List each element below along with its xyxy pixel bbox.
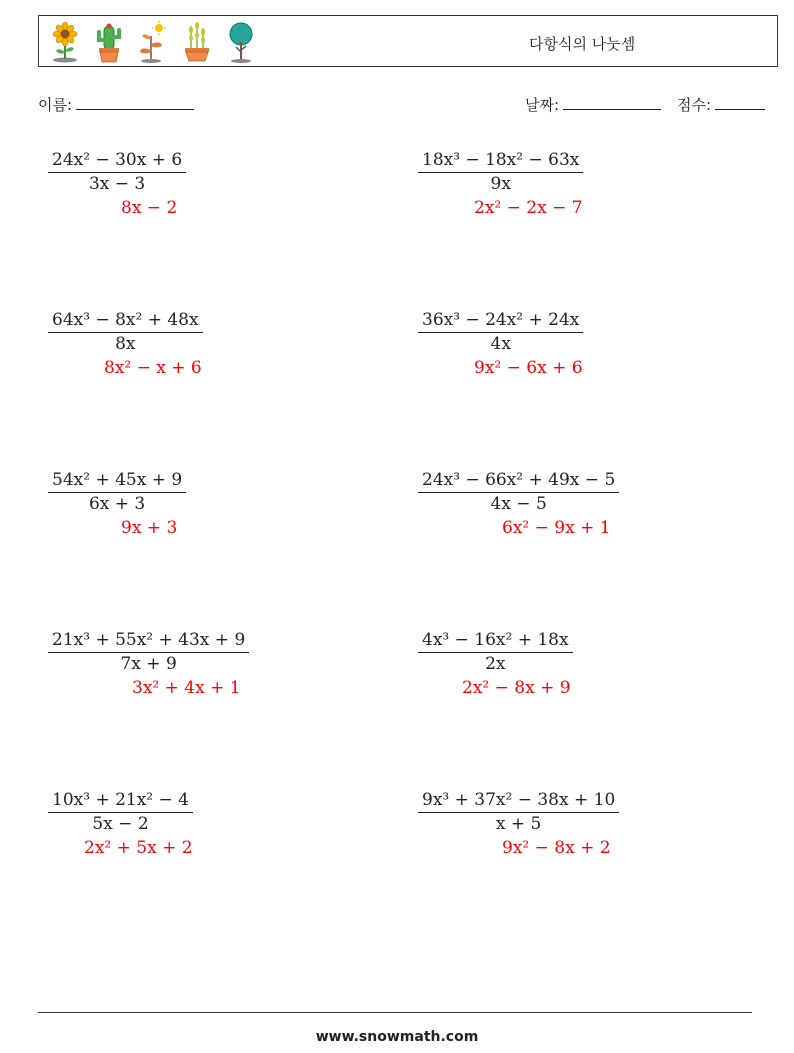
numerator: 54x² + 45x + 9 [52, 470, 183, 490]
numerator: 4x³ − 16x² + 18x [422, 630, 569, 650]
problem-1 [48, 150, 378, 240]
sprout-sun-icon [135, 20, 171, 64]
numerator: 18x³ − 18x² − 63x [422, 150, 580, 170]
score-field[interactable] [677, 94, 765, 115]
answer: 2x² + 5x + 2 [84, 838, 193, 858]
score-line[interactable] [715, 95, 765, 110]
fraction [48, 150, 186, 194]
problem-5 [48, 470, 378, 560]
name-label: 이름: [38, 96, 73, 114]
answer: 8x − 2 [121, 198, 178, 218]
problem-8 [418, 630, 748, 720]
score-label: 점수: [677, 96, 712, 114]
numerator: 64x³ − 8x² + 48x [52, 310, 199, 330]
fraction [418, 790, 619, 834]
header-box [38, 15, 778, 67]
name-field[interactable] [38, 94, 194, 115]
worksheet-title: 다항식의 나눗셈 [529, 35, 636, 53]
fraction [48, 790, 193, 834]
denominator: 8x [115, 334, 136, 354]
denominator: 7x + 9 [120, 654, 177, 674]
problem-9 [48, 790, 378, 880]
date-label: 날짜: [525, 96, 560, 114]
denominator: 9x [490, 174, 511, 194]
answer: 2x² − 8x + 9 [462, 678, 571, 698]
numerator: 9x³ + 37x² − 38x + 10 [422, 790, 616, 810]
denominator: 5x − 2 [92, 814, 149, 834]
fraction [48, 470, 186, 514]
fraction [418, 150, 583, 194]
numerator: 36x³ − 24x² + 24x [422, 310, 580, 330]
numerator: 24x³ − 66x² + 49x − 5 [422, 470, 616, 490]
date-field[interactable] [525, 94, 661, 115]
answer: 9x² − 6x + 6 [474, 358, 583, 378]
problem-3 [48, 310, 378, 400]
name-line[interactable] [76, 95, 194, 110]
footer-website[interactable]: www.snowmath.com [315, 1029, 479, 1045]
denominator: 4x [490, 334, 511, 354]
problem-4 [418, 310, 748, 400]
numerator: 10x³ + 21x² − 4 [52, 790, 189, 810]
fraction [418, 630, 573, 674]
fraction [48, 630, 249, 674]
fraction [418, 310, 583, 354]
answer: 2x² − 2x − 7 [474, 198, 583, 218]
fraction [48, 310, 203, 354]
answer: 9x² − 8x + 2 [502, 838, 611, 858]
answer: 6x² − 9x + 1 [502, 518, 611, 538]
footer-divider [38, 1012, 752, 1013]
date-line[interactable] [563, 95, 661, 110]
answer: 9x + 3 [121, 518, 178, 538]
numerator: 24x² − 30x + 6 [52, 150, 183, 170]
denominator: x + 5 [495, 814, 542, 834]
answer: 3x² + 4x + 1 [132, 678, 241, 698]
round-tree-icon [223, 20, 259, 64]
denominator: 3x − 3 [88, 174, 146, 194]
denominator: 2x [485, 654, 506, 674]
cactus-icon [91, 20, 127, 64]
fraction [418, 470, 619, 514]
sunflower-icon [47, 20, 83, 64]
denominator: 4x − 5 [490, 494, 547, 514]
answer: 8x² − x + 6 [104, 358, 202, 378]
header-icons [47, 20, 259, 64]
potted-wheat-icon [179, 20, 215, 64]
denominator: 6x + 3 [88, 494, 146, 514]
problem-2 [418, 150, 748, 240]
problem-10 [418, 790, 748, 880]
problem-6 [418, 470, 748, 560]
problem-7 [48, 630, 378, 720]
numerator: 21x³ + 55x² + 43x + 9 [52, 630, 246, 650]
